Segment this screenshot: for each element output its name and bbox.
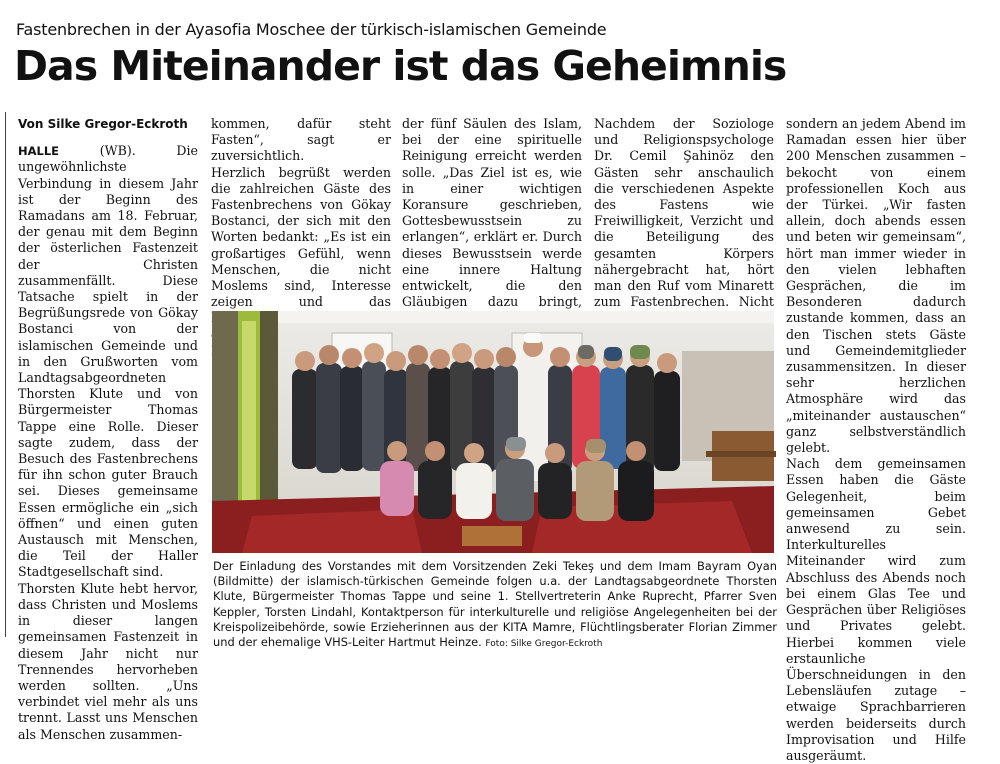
article-paragraph: Herzlich begrüßt werden die zahlreichen Gäste des Fastenbrechens von Gökay Bostanci, der sich mit den Worten bedankt: „Es ist ein großartiges Gefühl, wenn Menschen, die nicht Moslems sind, Interesse zeigen und das	[211, 164, 391, 310]
article-headline: Das Miteinander ist das Geheimnis	[14, 42, 787, 90]
article-byline: Von Silke Gregor-Eckroth	[18, 117, 188, 131]
photo-credit: Foto: Silke Gregor-Eckroth	[485, 639, 603, 650]
article-paragraph: der fünf Säulen des Islam, bei der eine spirituelle Reinigung erreicht werden solle. „Das Ziel ist es, wie in einer wichtigen Koransure geschrieben, Gottesbewusstsein zu erlangen“, erklärt er. Durch dieses Bewusstsein werde eine innere Haltung entwickelt, die den Gläubigen dazu bringt,	[402, 116, 582, 310]
article-column-5	[786, 116, 966, 763]
group-photo	[212, 311, 774, 553]
article-paragraph: Thorsten Klute hebt hervor, dass Christen und Moslems in dieser langen gemeinsamen Fastenzeit in diesem Jahr nicht nur Trennendes hervorheben werden sollten. „Uns verbindet viel mehr als uns trennt. Lasst uns Menschen als Menschen zusammen-	[18, 580, 198, 742]
article-dateline: HALLE	[18, 144, 60, 159]
photo-caption-text: Der Einladung des Vorstandes mit dem Vorsitzenden Zeki Tekeş und dem Imam Bayram Oyan (Bildmitte) der islamisch-türkischen Gemeinde folgen u.a. der Landtagsabgeordnete Thorsten Klute, Bürgermeister Thomas Tappe und seine 1. Stellvertreterin Anke Ruprecht, Pfarrer Sven Keppler, Torsten Lindahl, Kontaktperson für interkulturelle und religiöse Angelegenheiten bei der Kreispolizeibehörde, sowie Erzieherinnen aus der KITA Mamre, Flüchtlingsberater Florian Zimmer und der ehemalige VHS-Leiter Hartmut Heinze.	[213, 559, 777, 650]
article-paragraph: kommen, dafür steht Fasten“, sagt er zuversichtlich.	[211, 116, 391, 164]
article-paragraph: Nach dem gemeinsamen Essen haben die Gäste Gelegenheit, beim gemeinsamen Gebet anwesend zu sein. Interkulturelles Miteinander wird zum Abschluss des Abends noch bei einem Glas Tee und Gesprächen über Religiöses und Privates gelebt. Hierbei kommen viele erstaunliche Überschneidungen in den Lebensläufen zutage – etwaige Sprachbarrieren werden beiderseits durch Improvisation und Hilfe ausgeräumt.	[786, 456, 966, 763]
article-column-1	[18, 116, 198, 742]
article-column-4	[594, 116, 774, 308]
column-rule	[5, 112, 6, 637]
group-photo-illustration	[212, 311, 774, 553]
article-column-3	[402, 116, 582, 308]
article-paragraph: Nachdem der Soziologe und Religionspsychologe Dr. Cemil Şahinöz den Gästen sehr anschaulich die verschiedenen Aspekte des Fastens wie Freiwilligkeit, Verzicht und die Beteiligung des gesamten Körpers nähergebracht hat, hört man den Ruf vom Minarett zum Fastenbrechen. Nicht	[594, 116, 774, 310]
article-paragraph: sondern an jedem Abend im Ramadan essen hier über 200 Menschen zusammen – bekocht von einem professionellen Koch aus der Türkei. „Wir fasten allein, doch abends essen und beten wir gemeinsam“, hört man immer wieder in den vielen lebhaften Gesprächen, die im Besonderen dadurch zustande kommen, dass an den Tischen stets Gäste und Gemeindemitglieder zusammensitzen. In dieser sehr herzlichen Atmosphäre wird das „miteinander austauschen“ ganz selbstverständlich gelebt.	[786, 116, 966, 456]
article-kicker: Fastenbrechen in der Ayasofia Moschee der türkisch-islamischen Gemeinde	[16, 20, 607, 39]
photo-caption	[213, 559, 777, 652]
article-paragraph	[18, 143, 198, 580]
article-text: (WB). Die ungewöhnlichste Verbindung in diesem Jahr ist der Beginn des Ramadans am 18. Februar, der genau mit dem Beginn der österlichen Fastenzeit der Christen zusammenfällt. Diese Tatsache spielt in der Begrüßungsrede von Gökay Bostanci von der islamischen Gemeinde und in den Grußworten vom Landtagsabgeordneten Thorsten Klute und von Bürgermeister Thomas Tappe eine Rolle. Dieser sagte zudem, dass der Besuch des Fastenbrechens für ihn schon guter Brauch sei. Dieses gemeinsame Essen ermögliche ein „sich öffnen“ und einen guten Austausch mit Menschen, die Teil der Haller Stadtgesellschaft sind.	[18, 143, 198, 580]
article-column-2	[211, 116, 391, 308]
